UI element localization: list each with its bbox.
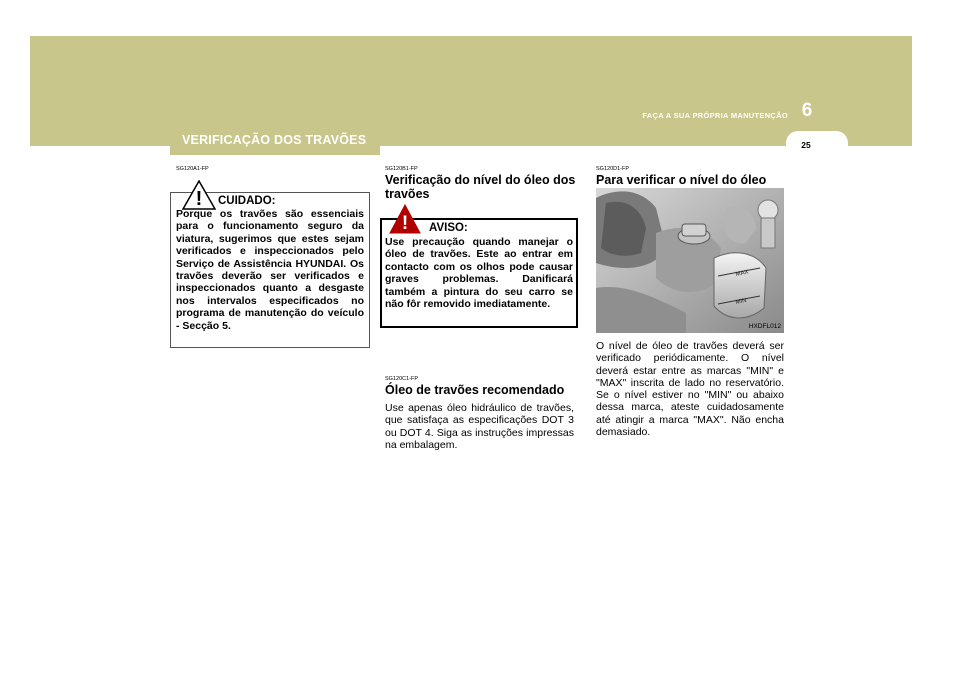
heading: Verificação do nível do óleo dos travões <box>385 173 576 201</box>
paragraph: Use apenas óleo hidráulico de travões, que satisfaça as especificações DOT 3 ou DOT 4. Siga as instruções impressas na embalagem. <box>385 402 574 451</box>
warning-text: Use precaução quando manejar o óleo de travões. Este ao entrar em contacto com os olhos pode causar graves problemas. Danificará também a pintura do seu carro se não fôr removido imediatamente. <box>385 236 573 311</box>
engine-bay-image <box>596 188 784 333</box>
page-number: 25 <box>801 140 811 150</box>
chapter-number: 6 <box>801 100 813 121</box>
warning-triangle-icon <box>182 180 216 210</box>
section-code: SG120C1-FP <box>385 376 419 382</box>
band-edge <box>380 146 786 156</box>
section-code: SG120B1-FP <box>385 166 418 172</box>
max-mark: MAX <box>735 269 750 278</box>
section-code: SG120A1-FP <box>176 166 209 172</box>
heading: Para verificar o nível do óleo <box>596 173 767 187</box>
svg-text:!: ! <box>401 213 409 234</box>
svg-text:!: ! <box>195 188 203 210</box>
band-edge <box>30 146 170 156</box>
min-mark: MIN <box>735 297 748 306</box>
section-code: SG120D1-FP <box>596 166 630 172</box>
brake-reservoir-photo <box>596 188 784 333</box>
band-edge <box>848 146 912 156</box>
caution-text: Porque os travões são essenciais para o funcionamento seguro da viatura, sugerimos que estes sejam verificados e inspeccionados pelo Serviço de Assistência HYUNDAI. Os travões deverão ser verificados e inspeccionados quanto a desgaste nos intervalos especificados no programa de manutenção do veículo - Secção 5. <box>176 208 364 332</box>
chapter-title: FAÇA A SUA PRÓPRIA MANUTENÇÃO <box>642 111 788 120</box>
warning-label: AVISO: <box>429 222 468 234</box>
paragraph: O nível de óleo de travões deverá ser verificado periódicamente. O nível deverá estar entre as marcas "MIN" e "MAX" inscrita de lado no reservatório. Se o nível estiver no "MIN" ou abaixo dessa marca, ateste cuidadosamente até atingir a marca "MAX". Não encha demasiado. <box>596 340 784 439</box>
section-title: VERIFICAÇÃO DOS TRAVÕES <box>182 133 367 147</box>
warning-triangle-icon <box>389 204 421 234</box>
caution-label: CUIDADO: <box>218 195 276 207</box>
photo-id: HXDFL012 <box>748 323 781 330</box>
heading: Óleo de travões recomendado <box>385 383 565 397</box>
header-band <box>30 36 912 146</box>
